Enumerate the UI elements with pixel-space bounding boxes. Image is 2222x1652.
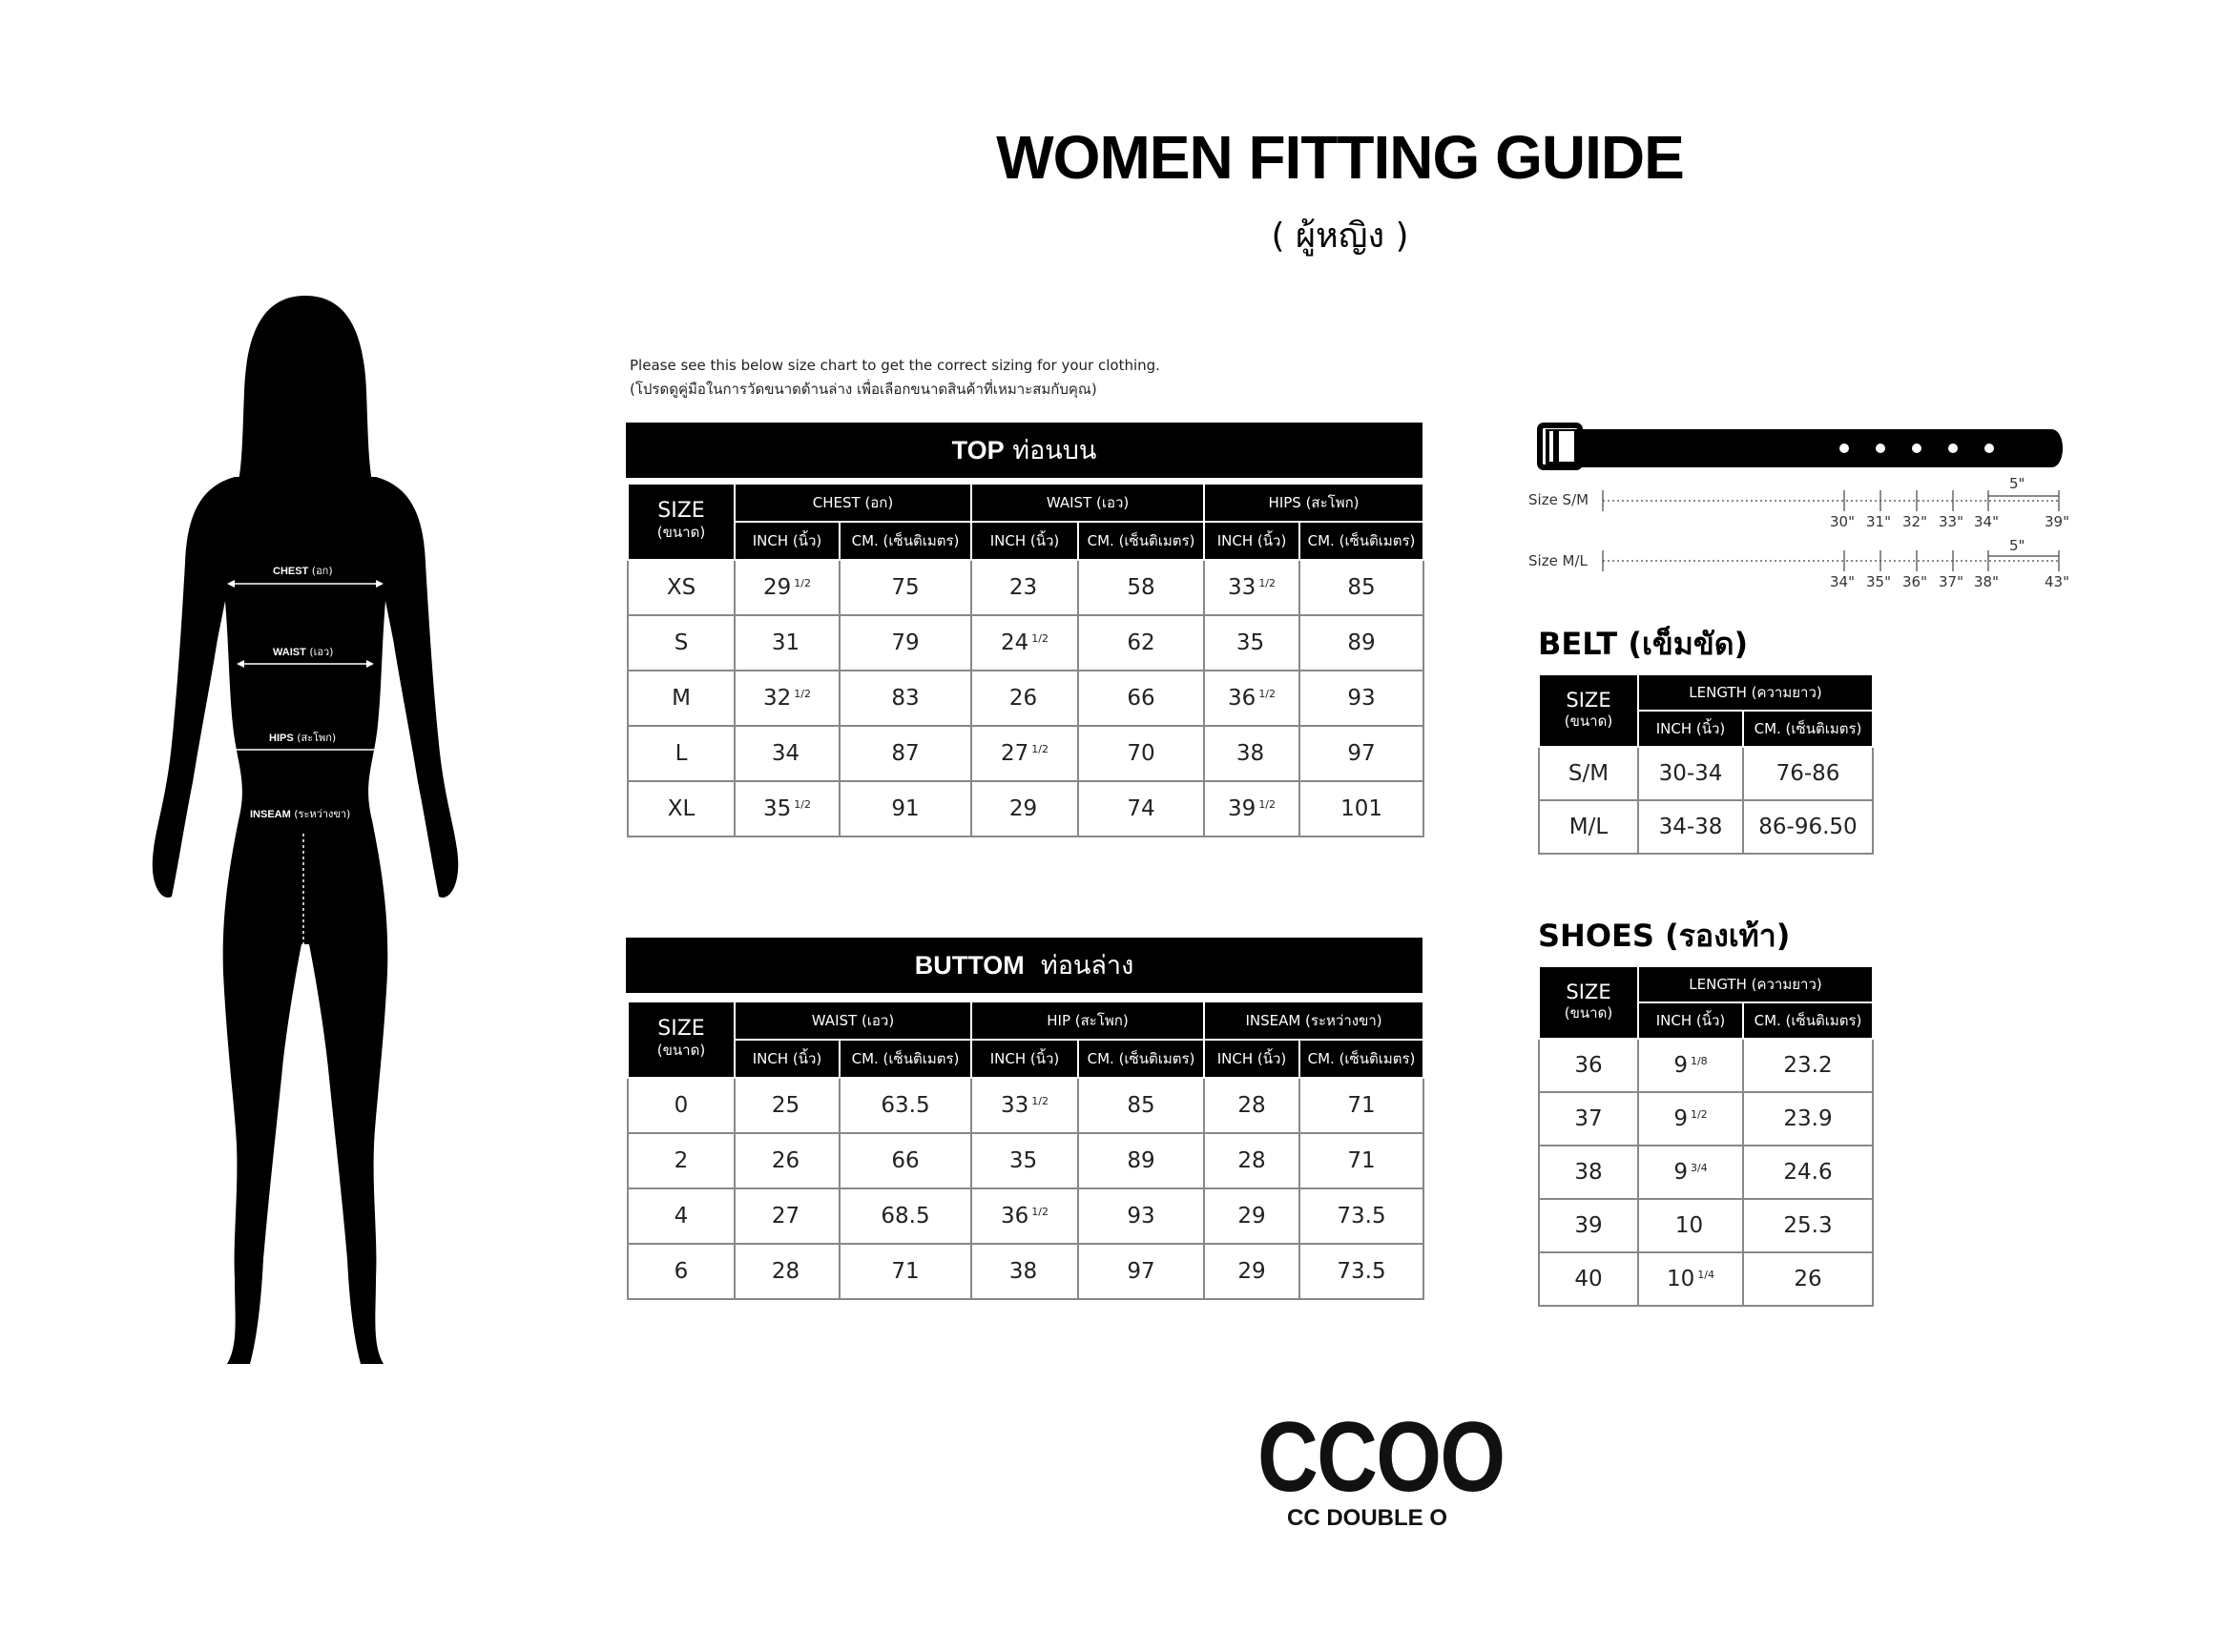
table-row bbox=[1539, 1146, 1873, 1199]
hips-cm-cell: 85 bbox=[1299, 560, 1423, 615]
size-header: SIZE (ขนาด) bbox=[628, 1002, 735, 1078]
belt-tick: 35" bbox=[1866, 573, 1891, 590]
belt-size-table bbox=[1538, 673, 1874, 855]
belt-title: BELT (เข็มขัด) bbox=[1538, 626, 1749, 662]
hips-inch-cell: 38 bbox=[1204, 726, 1299, 781]
waist-inch-cell: 26 bbox=[971, 671, 1078, 726]
table-row bbox=[1539, 1092, 1873, 1146]
waist-cm-cell: 66 bbox=[1078, 671, 1204, 726]
table-row bbox=[1539, 1039, 1873, 1092]
size-cell: 4 bbox=[628, 1188, 735, 1244]
hips-group-header: HIPS (สะโพก) bbox=[1204, 484, 1423, 522]
size-cell: 6 bbox=[628, 1244, 735, 1299]
belt-tick: 32" bbox=[1902, 513, 1927, 530]
waist-cm-cell: 63.5 bbox=[840, 1078, 971, 1133]
length-cm-cell: 24.6 bbox=[1743, 1146, 1873, 1199]
inch-header: INCH (นิ้ว) bbox=[971, 1040, 1078, 1078]
hip-inch-cell: 35 bbox=[971, 1133, 1078, 1188]
table-row bbox=[628, 781, 1423, 836]
belt-size-ml-label: Size M/L bbox=[1528, 552, 1588, 569]
inch-header: INCH (นิ้ว) bbox=[971, 522, 1078, 560]
hip-cm-cell: 89 bbox=[1078, 1133, 1204, 1188]
length-inch-cell: 30-34 bbox=[1638, 747, 1743, 800]
hips-cm-cell: 101 bbox=[1299, 781, 1423, 836]
size-cell: XS bbox=[628, 560, 735, 615]
chest-cm-cell: 87 bbox=[840, 726, 971, 781]
belt-tick: 36" bbox=[1902, 573, 1927, 590]
size-header: SIZE (ขนาด) bbox=[1539, 674, 1638, 747]
cm-header: CM. (เซ็นติเมตร) bbox=[1299, 1040, 1423, 1078]
waist-inch-cell: 26 bbox=[735, 1133, 840, 1188]
length-inch-cell: 10 bbox=[1638, 1199, 1743, 1252]
brand-logo: CCOO bbox=[1257, 1402, 1505, 1513]
length-inch-cell: 34-38 bbox=[1638, 800, 1743, 854]
hip-group-header: HIP (สะโพก) bbox=[971, 1002, 1204, 1040]
size-cell: S bbox=[628, 615, 735, 671]
inch-header: INCH (นิ้ว) bbox=[1638, 1002, 1743, 1039]
hips-cm-cell: 93 bbox=[1299, 671, 1423, 726]
hips-inch-cell: 39 $^{1/2}$ bbox=[1204, 781, 1299, 836]
bottom-table-title: BUTTOM ท่อนล่าง bbox=[626, 938, 1422, 993]
top-table-title: TOP ท่อนบน bbox=[626, 423, 1422, 478]
chest-cm-cell: 91 bbox=[840, 781, 971, 836]
chest-inch-cell: 29 $^{1/2}$ bbox=[735, 560, 840, 615]
size-cell: 37 bbox=[1539, 1092, 1638, 1146]
belt-gap-label-sm: 5" bbox=[2009, 475, 2025, 492]
page-subtitle: ( ผู้หญิง ) bbox=[1271, 217, 1409, 256]
length-inch-cell: 9 $^{1/2}$ bbox=[1638, 1092, 1743, 1146]
belt-tick: 39" bbox=[2045, 513, 2069, 530]
inseam-cm-cell: 71 bbox=[1299, 1133, 1423, 1188]
body-silhouette bbox=[143, 286, 467, 1373]
inseam-cm-cell: 73.5 bbox=[1299, 1244, 1423, 1299]
length-group-header: LENGTH (ความยาว) bbox=[1638, 674, 1873, 711]
belt-tick: 31" bbox=[1866, 513, 1891, 530]
waist-cm-cell: 74 bbox=[1078, 781, 1204, 836]
belt-gap-label-ml: 5" bbox=[2009, 537, 2025, 554]
table-row bbox=[1539, 747, 1873, 800]
chest-cm-cell: 79 bbox=[840, 615, 971, 671]
belt-tick: 34" bbox=[1974, 513, 1999, 530]
chest-inch-cell: 34 bbox=[735, 726, 840, 781]
cm-header: CM. (เซ็นติเมตร) bbox=[840, 522, 971, 560]
hips-inch-cell: 35 bbox=[1204, 615, 1299, 671]
table-row bbox=[628, 1244, 1423, 1299]
waist-cm-cell: 71 bbox=[840, 1244, 971, 1299]
chest-cm-cell: 83 bbox=[840, 671, 971, 726]
hips-inch-cell: 33 $^{1/2}$ bbox=[1204, 560, 1299, 615]
belt-tick: 37" bbox=[1939, 573, 1963, 590]
inseam-group-header: INSEAM (ระหว่างขา) bbox=[1204, 1002, 1423, 1040]
chest-inch-cell: 35 $^{1/2}$ bbox=[735, 781, 840, 836]
hip-cm-cell: 85 bbox=[1078, 1078, 1204, 1133]
cm-header: CM. (เซ็นติเมตร) bbox=[840, 1040, 971, 1078]
size-cell: L bbox=[628, 726, 735, 781]
size-header: SIZE (ขนาด) bbox=[628, 484, 735, 560]
intro-text bbox=[630, 354, 1160, 402]
length-inch-cell: 10 $^{1/4}$ bbox=[1638, 1252, 1743, 1306]
inch-header: INCH (นิ้ว) bbox=[735, 522, 840, 560]
inseam-inch-cell: 29 bbox=[1204, 1244, 1299, 1299]
inseam-cm-cell: 73.5 bbox=[1299, 1188, 1423, 1244]
chest-inch-cell: 31 bbox=[735, 615, 840, 671]
size-header: SIZE (ขนาด) bbox=[1539, 966, 1638, 1039]
top-size-table bbox=[627, 483, 1424, 837]
waist-inch-cell: 23 bbox=[971, 560, 1078, 615]
chest-group-header: CHEST (อก) bbox=[735, 484, 971, 522]
length-group-header: LENGTH (ความยาว) bbox=[1638, 966, 1873, 1002]
chest-inch-cell: 32 $^{1/2}$ bbox=[735, 671, 840, 726]
shoes-title: SHOES (รองเท้า) bbox=[1538, 918, 1791, 954]
waist-inch-cell: 25 bbox=[735, 1078, 840, 1133]
waist-cm-cell: 68.5 bbox=[840, 1188, 971, 1244]
waist-inch-cell: 28 bbox=[735, 1244, 840, 1299]
belt-size-sm-label: Size S/M bbox=[1528, 491, 1589, 508]
inch-header: INCH (นิ้ว) bbox=[735, 1040, 840, 1078]
length-cm-cell: 23.2 bbox=[1743, 1039, 1873, 1092]
size-cell: 0 bbox=[628, 1078, 735, 1133]
waist-label: WAIST (เอว) bbox=[273, 646, 334, 658]
length-inch-cell: 9 $^{1/8}$ bbox=[1638, 1039, 1743, 1092]
chest-cm-cell: 75 bbox=[840, 560, 971, 615]
belt-tick: 30" bbox=[1830, 513, 1855, 530]
size-cell: M bbox=[628, 671, 735, 726]
brand-tagline: CC DOUBLE O bbox=[1287, 1505, 1447, 1531]
inch-header: INCH (นิ้ว) bbox=[1204, 522, 1299, 560]
waist-inch-cell: 24 $^{1/2}$ bbox=[971, 615, 1078, 671]
waist-cm-cell: 70 bbox=[1078, 726, 1204, 781]
length-inch-cell: 9 $^{3/4}$ bbox=[1638, 1146, 1743, 1199]
size-cell: 39 bbox=[1539, 1199, 1638, 1252]
length-cm-cell: 76-86 bbox=[1743, 747, 1873, 800]
table-row bbox=[1539, 1199, 1873, 1252]
table-row bbox=[628, 726, 1423, 781]
hip-cm-cell: 97 bbox=[1078, 1244, 1204, 1299]
hips-cm-cell: 97 bbox=[1299, 726, 1423, 781]
waist-inch-cell: 27 $^{1/2}$ bbox=[971, 726, 1078, 781]
size-cell: 40 bbox=[1539, 1252, 1638, 1306]
size-cell: 2 bbox=[628, 1133, 735, 1188]
waist-group-header: WAIST (เอว) bbox=[735, 1002, 971, 1040]
size-cell: M/L bbox=[1539, 800, 1638, 854]
waist-inch-cell: 27 bbox=[735, 1188, 840, 1244]
waist-cm-cell: 58 bbox=[1078, 560, 1204, 615]
belt-tick: 34" bbox=[1830, 573, 1855, 590]
table-row bbox=[1539, 800, 1873, 854]
hips-label: HIPS (สะโพก) bbox=[269, 732, 337, 744]
hips-cm-cell: 89 bbox=[1299, 615, 1423, 671]
waist-group-header: WAIST (เอว) bbox=[971, 484, 1204, 522]
shoes-size-table bbox=[1538, 965, 1874, 1307]
length-cm-cell: 86-96.50 bbox=[1743, 800, 1873, 854]
length-cm-cell: 25.3 bbox=[1743, 1199, 1873, 1252]
hip-inch-cell: 33 $^{1/2}$ bbox=[971, 1078, 1078, 1133]
cm-header: CM. (เซ็นติเมตร) bbox=[1299, 522, 1423, 560]
hip-inch-cell: 38 bbox=[971, 1244, 1078, 1299]
table-row bbox=[628, 671, 1423, 726]
chest-label: CHEST (อก) bbox=[273, 565, 333, 577]
hips-inch-cell: 36 $^{1/2}$ bbox=[1204, 671, 1299, 726]
size-cell: XL bbox=[628, 781, 735, 836]
inch-header: INCH (นิ้ว) bbox=[1638, 711, 1743, 747]
size-cell: S/M bbox=[1539, 747, 1638, 800]
belt-tick: 33" bbox=[1939, 513, 1963, 530]
inch-header: INCH (นิ้ว) bbox=[1204, 1040, 1299, 1078]
cm-header: CM. (เซ็นติเมตร) bbox=[1743, 711, 1873, 747]
inseam-cm-cell: 71 bbox=[1299, 1078, 1423, 1133]
belt-tick: 43" bbox=[2045, 573, 2069, 590]
bottom-size-table bbox=[627, 1001, 1424, 1300]
cm-header: CM. (เซ็นติเมตร) bbox=[1078, 522, 1204, 560]
waist-cm-cell: 66 bbox=[840, 1133, 971, 1188]
inseam-inch-cell: 28 bbox=[1204, 1133, 1299, 1188]
table-row bbox=[628, 1078, 1423, 1133]
length-cm-cell: 23.9 bbox=[1743, 1092, 1873, 1146]
cm-header: CM. (เซ็นติเมตร) bbox=[1743, 1002, 1873, 1039]
intro-line-en: Please see this below size chart to get the correct sizing for your clothing. bbox=[630, 357, 1160, 374]
belt-tick: 38" bbox=[1974, 573, 1999, 590]
size-cell: 36 bbox=[1539, 1039, 1638, 1092]
table-row bbox=[628, 560, 1423, 615]
table-row bbox=[628, 615, 1423, 671]
size-cell: 38 bbox=[1539, 1146, 1638, 1199]
waist-cm-cell: 62 bbox=[1078, 615, 1204, 671]
table-row bbox=[1539, 1252, 1873, 1306]
cm-header: CM. (เซ็นติเมตร) bbox=[1078, 1040, 1204, 1078]
hip-inch-cell: 36 $^{1/2}$ bbox=[971, 1188, 1078, 1244]
intro-line-th: (โปรดดูคู่มือในการวัดขนาดด้านล่าง เพื่อเลือกขนาดสินค้าที่เหมาะสมกับคุณ) bbox=[630, 381, 1097, 398]
table-row bbox=[628, 1133, 1423, 1188]
waist-inch-cell: 29 bbox=[971, 781, 1078, 836]
page-title: WOMEN FITTING GUIDE bbox=[996, 123, 1684, 192]
length-cm-cell: 26 bbox=[1743, 1252, 1873, 1306]
inseam-label: INSEAM (ระหว่างขา) bbox=[250, 808, 351, 820]
hip-cm-cell: 93 bbox=[1078, 1188, 1204, 1244]
inseam-inch-cell: 28 bbox=[1204, 1078, 1299, 1133]
inseam-inch-cell: 29 bbox=[1204, 1188, 1299, 1244]
table-row bbox=[628, 1188, 1423, 1244]
